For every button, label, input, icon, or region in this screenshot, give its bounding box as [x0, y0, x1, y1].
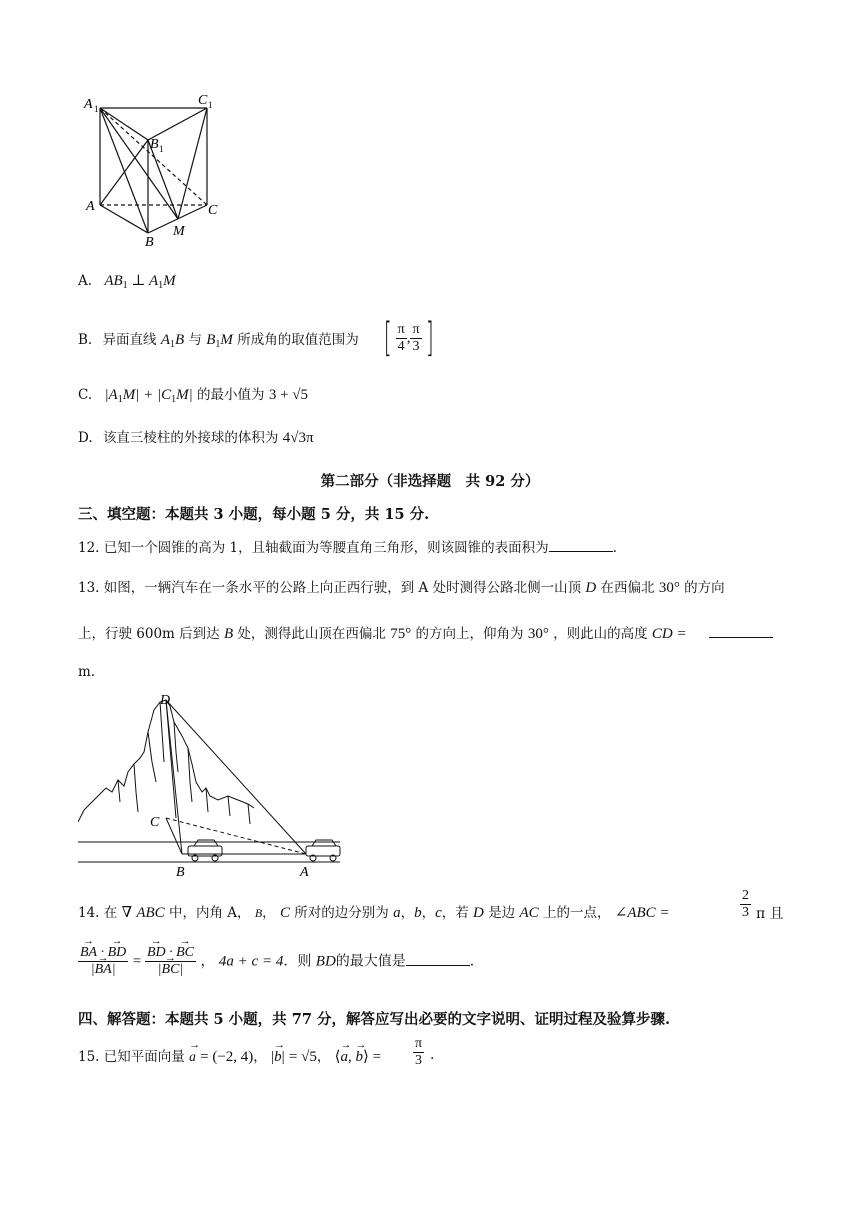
- label-B: B: [145, 235, 154, 250]
- svg-text:1: 1: [94, 104, 99, 114]
- option-b[interactable]: B. 异面直线 $A_1B$ 与 $B_1M$ 所成角的取值范围为: [78, 332, 359, 350]
- svg-text:1: 1: [208, 100, 213, 110]
- question-13-line2: 上，行驶 600m 后到达 B 处，测得此山顶在西偏北 75° 的方向上，仰角为 30° ，则此山的高度 CD =: [78, 623, 773, 644]
- mountain-figure: [78, 692, 348, 882]
- option-b-interval: [ $\frac{\pi}{4}$ , $\frac{\pi}{3}$ ]: [383, 315, 434, 361]
- label-M: M: [173, 224, 185, 239]
- question-13-line3: m.: [78, 664, 96, 680]
- section3-title: 三、填空题：本题共 3 小题，每小题 5 分，共 15 分.: [78, 506, 430, 523]
- part2-title: 第二部分（非选择题 共 92 分）: [320, 473, 540, 490]
- question-14-line1: 14. 在 ∇ ABC 中，内角 A， B， C 所对的边分别为 a，b，c，若 D 是边 AC 上的一点， ∠ABC =: [78, 905, 670, 921]
- label-C1: C: [198, 93, 208, 108]
- q15-fraction: $\frac{\pi}{3}$: [415, 1036, 423, 1068]
- label-C2: C: [150, 815, 160, 830]
- label-B1: B: [150, 137, 159, 152]
- prism-figure: [80, 90, 230, 250]
- label-B2: B: [176, 865, 185, 880]
- label-A1: A: [84, 97, 93, 112]
- question-12: 12. 已知一个圆锥的高为 1，且轴截面为等腰直角三角形，则该圆锥的表面积为 .: [78, 537, 617, 558]
- option-a[interactable]: A. $AB_1$ ⊥ $A_1M$: [78, 273, 176, 291]
- option-d[interactable]: D. 该直三棱柱的外接球的体积为 4√3π: [78, 430, 314, 446]
- label-A: A: [86, 199, 95, 214]
- question-13-line1: 13. 如图，一辆汽车在一条水平的公路上向正西行驶，到 A 处时测得公路北侧一山顶 D 在西偏北 30° 的方向: [78, 580, 725, 596]
- angle-pi: π 且: [756, 906, 784, 922]
- svg-text:1: 1: [159, 144, 164, 154]
- question-14-line2: → $\frac{BA \cdot \to BD}{|\to BA|}$ = → $\frac{BD \cdot \to BC}{|\to BC|}$ ， 4a + c = 4．则 BD的最大值是 .: [78, 945, 474, 978]
- label-A2: A: [300, 865, 309, 880]
- section4-title: 四、解答题：本题共 5 小题，共 77 分，解答应写出必要的文字说明、证明过程及验算步骤.: [78, 1011, 671, 1028]
- angle-fraction: $\frac{2}{3}$: [742, 888, 749, 920]
- option-c[interactable]: C. $|A_1M| + |C_1M|$ 的最小值为 3 + √5: [78, 387, 309, 405]
- label-D: D: [160, 693, 171, 708]
- question-15: 15. 已知平面向量 → a = (−2, 4)， |→ b| = √5， ⟨→ a, → b⟩ =: [78, 1047, 381, 1067]
- label-C: C: [208, 203, 218, 218]
